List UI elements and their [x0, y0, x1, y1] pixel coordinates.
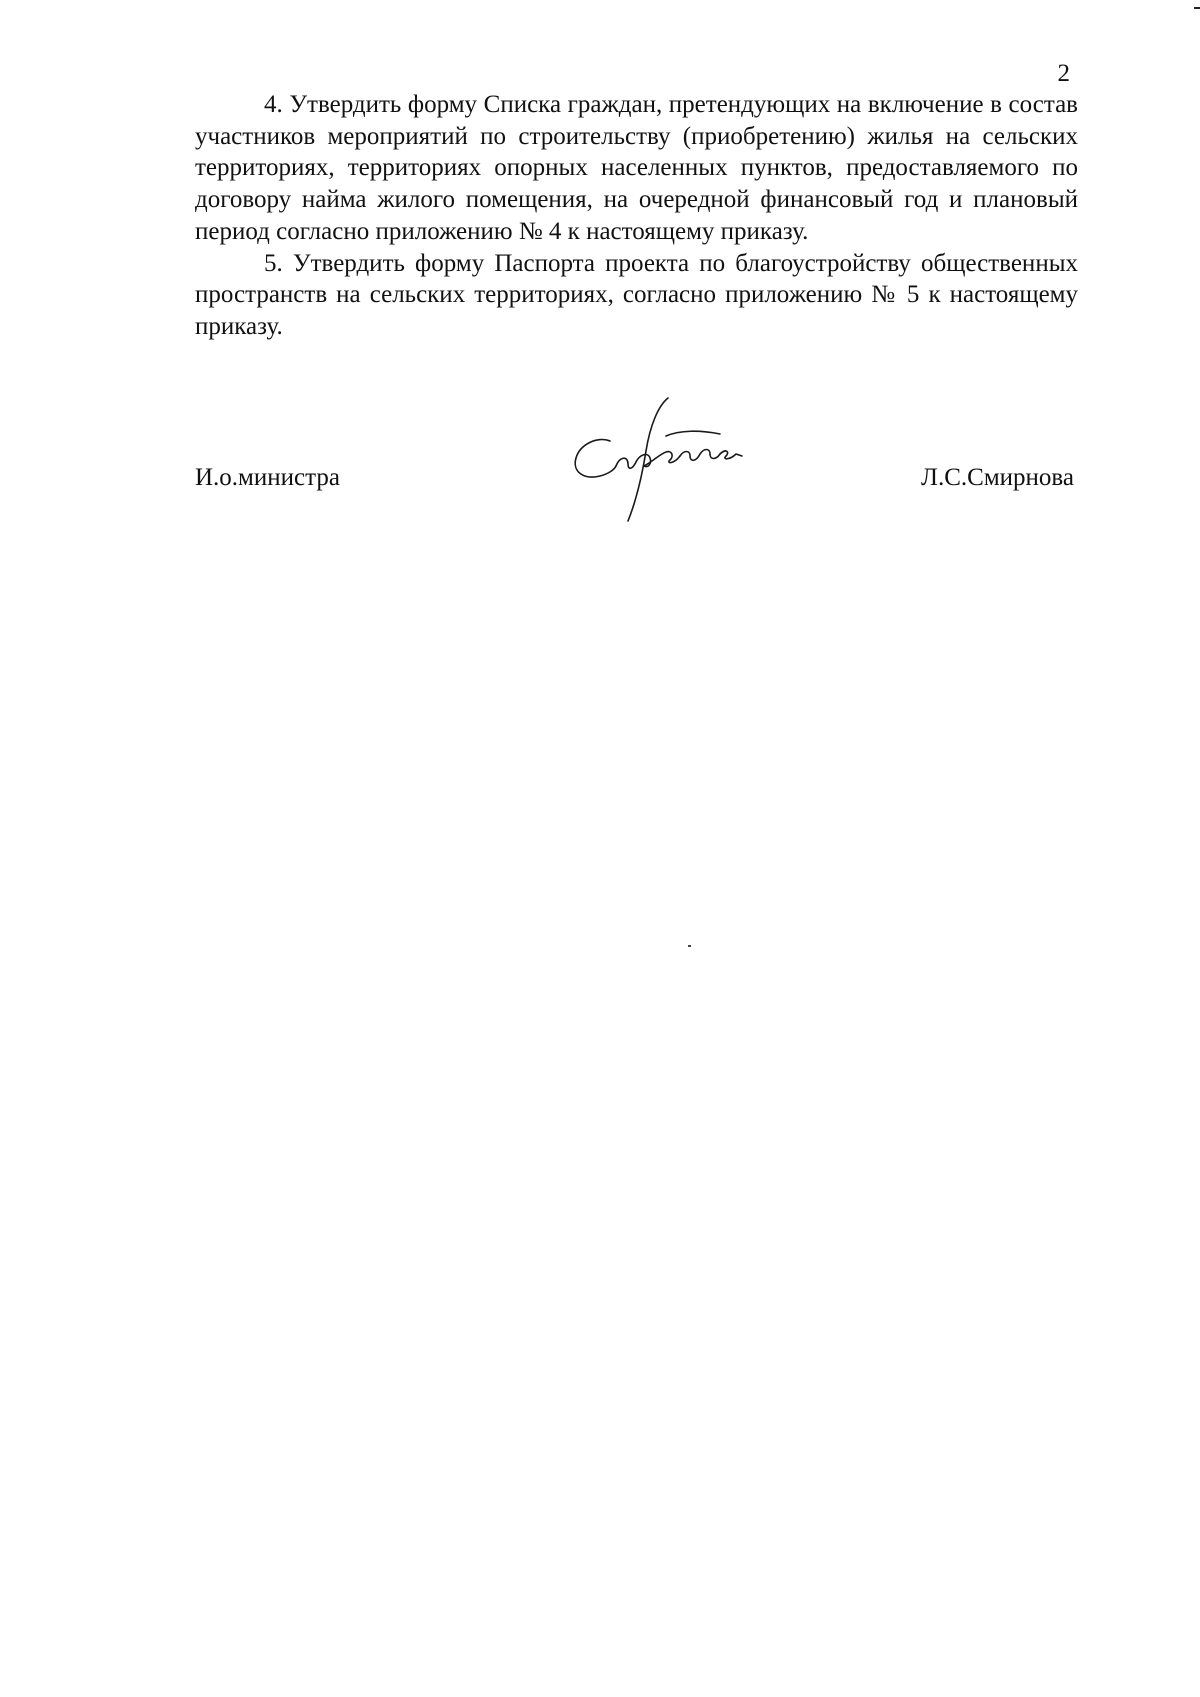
signatory-name: Л.С.Смирнова	[921, 464, 1074, 491]
signatory-title: И.о.министра	[195, 464, 340, 491]
scan-edge-mark	[1194, 7, 1200, 9]
handwritten-signature-icon	[570, 396, 770, 526]
page-number: 2	[1057, 60, 1070, 87]
paragraph-item-5: 5. Утвердить форму Паспорта проекта по благоустройству общественных пространств на сельских территориях, согласно приложению № 5 к настоящему приказу.	[195, 249, 1078, 340]
paragraph-item-4: 4. Утвердить форму Списка граждан, претендующих на включение в состав участников мероприятий по строительству (приобретению) жилья на сельских территориях, территориях опорных населенных пунктов, предоставляемого по договору найма жилого помещения, на очередной финансовый год и плановый период согласно приложению № 4 к настоящему приказу.	[195, 91, 1078, 245]
scan-speck	[688, 945, 691, 947]
document-body	[195, 89, 1078, 343]
